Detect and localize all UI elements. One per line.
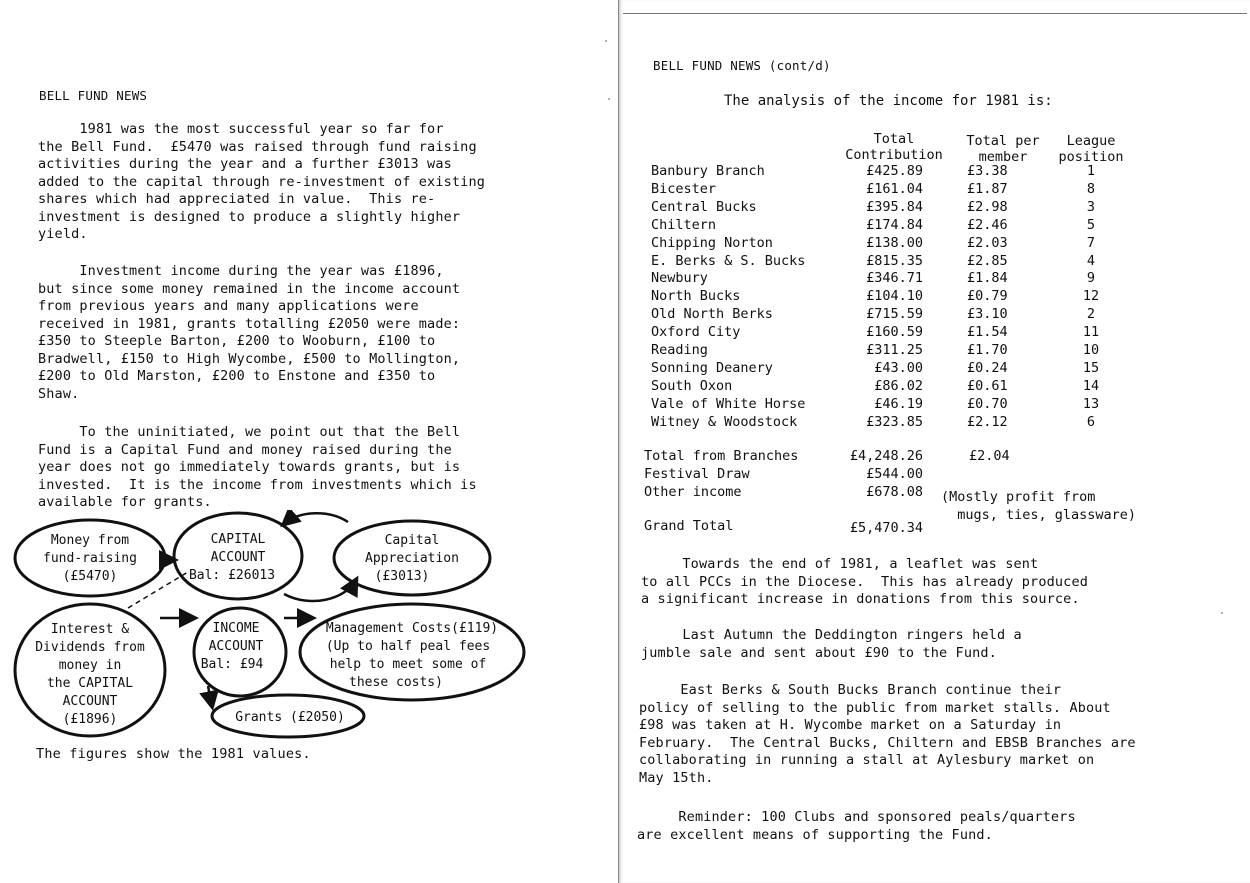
grand-total-name: Grand Total	[644, 518, 734, 534]
row-league-position: 15	[1082, 359, 1100, 376]
row-branch-name: North Bucks	[651, 288, 741, 305]
row-branch-name: Vale of White Horse	[651, 395, 806, 412]
table-intro: The analysis of the income for 1981 is:	[724, 93, 1053, 109]
row-total-per-member: £2.12	[967, 413, 1008, 430]
dashed-line-interest-to-capital	[128, 572, 188, 608]
row-league-position: 14	[1082, 377, 1100, 394]
row-total-contribution: £174.84	[866, 216, 923, 233]
other-income-total: £678.08	[866, 484, 923, 500]
row-total-per-member: £1.87	[967, 180, 1008, 197]
row-league-position: 2	[1086, 306, 1096, 323]
left-heading: BELL FUND NEWS	[39, 88, 148, 103]
row-league-position: 8	[1086, 180, 1096, 197]
row-branch-name: Chipping Norton	[651, 234, 773, 251]
grand-total-value: £5,470.34	[849, 520, 923, 536]
page-top-rule	[623, 13, 1247, 14]
festival-draw-total: £544.00	[866, 466, 923, 482]
income-line-2: ACCOUNT	[208, 639, 264, 654]
row-branch-name: Chiltern	[651, 216, 717, 233]
diagram-caption: The figures show the 1981 values.	[36, 746, 311, 762]
row-total-per-member: £0.70	[967, 395, 1008, 412]
grants-line-1: Grants (£2050)	[235, 710, 345, 725]
arrow-income-to-grants	[208, 686, 212, 706]
row-total-contribution: £43.00	[874, 359, 923, 376]
totals-row-total: £4,248.26	[849, 448, 923, 464]
speck	[608, 98, 610, 100]
row-total-contribution: £815.35	[866, 252, 923, 269]
right-paragraph-1: Towards the end of 1981, a leaflet was sent to all PCCs in the Diocese. This has already produced a significant increase in donations from this source.	[641, 556, 1088, 607]
capital-line-1: CAPITAL	[210, 532, 266, 547]
row-total-contribution: £323.85	[866, 413, 923, 430]
money-line-1: Money from	[50, 533, 130, 548]
left-paragraph-3: To the uninitiated, we point out that the Bell Fund is a Capital Fund and money raised during the year does not go immediately towards grants, but is invested. It is the income from investments which is available for grants.	[38, 424, 477, 510]
row-total-contribution: £160.59	[866, 324, 923, 341]
right-paragraph-3: East Berks & South Bucks Branch continue their policy of selling to the public from market stalls. About £98 was taken at H. Wycombe market on a Saturday in February. The Central Bucks, Chiltern and EBSB Branches are collaborating in running a stall at Aylesbury market on May 15th.	[639, 682, 1136, 786]
row-branch-name: South Oxon	[651, 377, 733, 394]
row-league-position: 3	[1086, 198, 1096, 215]
management-line-1: Management Costs(£119)	[325, 621, 499, 636]
fund-flow-diagram	[0, 510, 560, 750]
left-paragraph-2: Investment income during the year was £1896, but since some money remained in the income account from previous years and many applications were received in 1981, grants totalling £2050 were made: £350 to Steeple Barton, £200 to Wooburn, £100 to Bradwell, £150 to High Wycombe, £500 to Mollington, £200 to Old Marston, £200 to Enstone and £350 to Shaw.	[38, 263, 461, 402]
appreciation-line-3: (£3013)	[374, 569, 430, 584]
row-total-contribution: £311.25	[866, 342, 923, 358]
appreciation-line-1: Capital	[384, 533, 440, 548]
row-total-per-member: £0.61	[967, 377, 1008, 394]
row-total-per-member: £0.79	[967, 288, 1008, 305]
right-paragraph-4: Reminder: 100 Clubs and sponsored peals/quarters are excellent means of supporting the Fund.	[637, 809, 1076, 843]
management-line-3: help to meet some of	[329, 657, 487, 672]
totals-row-name: Total from Branches	[644, 448, 799, 464]
row-branch-name: Oxford City	[651, 324, 741, 341]
management-line-4: these costs)	[349, 675, 443, 690]
left-page	[0, 0, 618, 883]
row-total-contribution: £346.71	[866, 270, 923, 287]
row-total-per-member: £2.46	[967, 216, 1008, 233]
row-total-per-member: £1.54	[967, 324, 1008, 341]
right-page	[618, 0, 1250, 883]
income-line-3: Bal: £94	[200, 657, 264, 672]
speck	[605, 40, 607, 42]
row-league-position: 10	[1082, 342, 1100, 358]
other-income-name: Other income	[644, 484, 742, 500]
row-branch-name: Sonning Deanery	[651, 359, 773, 376]
row-league-position: 5	[1086, 216, 1096, 233]
arrow-appreciation-to-capital	[284, 513, 348, 524]
row-total-per-member: £2.03	[967, 234, 1008, 251]
row-total-contribution: £161.04	[866, 180, 923, 197]
row-branch-name: Banbury Branch	[651, 163, 765, 179]
row-league-position: 7	[1086, 234, 1096, 251]
row-league-position: 11	[1082, 324, 1100, 341]
row-league-position: 13	[1082, 395, 1100, 412]
row-branch-name: Old North Berks	[651, 306, 773, 323]
col-header-per-member: Total per member	[966, 133, 1040, 165]
left-paragraph-1: 1981 was the most successful year so far for the Bell Fund. £5470 was raised through fund raising activities during the year and a further £3013 was added to the capital through re-investment of existing shares which had appreciated in value. This re- investment is designed to produce a slightly higher yield.	[38, 121, 485, 242]
row-total-contribution: £138.00	[866, 234, 923, 251]
row-total-contribution: £395.84	[866, 198, 923, 215]
row-branch-name: Newbury	[651, 270, 708, 287]
money-line-3: (£5470)	[62, 569, 118, 584]
row-total-per-member: £1.84	[967, 270, 1008, 287]
row-branch-name: Bicester	[651, 180, 717, 197]
row-branch-name: E. Berks & S. Bucks	[651, 252, 806, 269]
interest-line-3: money in	[58, 658, 122, 673]
interest-line-1: Interest &	[50, 622, 130, 637]
row-total-contribution: £46.19	[874, 395, 923, 412]
interest-line-4: the CAPITAL	[46, 676, 134, 691]
interest-line-2: Dividends from	[35, 640, 145, 655]
totals-row-per: £2.04	[969, 448, 1010, 464]
row-branch-name: Witney & Woodstock	[651, 413, 798, 430]
right-heading: BELL FUND NEWS (cont/d)	[653, 58, 831, 73]
row-league-position: 12	[1082, 288, 1100, 305]
row-total-per-member: £2.85	[967, 252, 1008, 269]
row-league-position: 4	[1086, 252, 1096, 269]
row-total-per-member: £3.38	[967, 163, 1008, 179]
row-total-per-member: £1.70	[967, 342, 1008, 358]
other-income-note: (Mostly profit from mugs, ties, glassware)	[941, 489, 1137, 523]
management-line-2: (Up to half peal fees	[325, 639, 491, 654]
row-total-contribution: £715.59	[866, 306, 923, 323]
festival-draw-name: Festival Draw	[644, 466, 750, 482]
capital-line-2: ACCOUNT	[210, 550, 266, 565]
col-header-total: Total Contribution	[845, 131, 943, 163]
col-header-league: League position	[1058, 133, 1124, 165]
right-paragraph-2: Last Autumn the Deddington ringers held a jumble sale and sent about £90 to the Fund.	[641, 627, 1022, 661]
capital-line-3: Bal: £26013	[188, 568, 276, 583]
row-total-per-member: £0.24	[967, 359, 1008, 376]
row-total-per-member: £3.10	[967, 306, 1008, 323]
money-line-2: fund-raising	[43, 551, 137, 566]
row-total-per-member: £2.98	[967, 198, 1008, 215]
row-league-position: 1	[1086, 163, 1096, 179]
row-total-contribution: £425.89	[866, 163, 923, 179]
row-total-contribution: £86.02	[874, 377, 923, 394]
speck	[1221, 612, 1223, 614]
row-league-position: 9	[1086, 270, 1096, 287]
row-league-position: 6	[1086, 413, 1096, 430]
income-line-1: INCOME	[212, 621, 260, 636]
row-branch-name: Central Bucks	[651, 198, 757, 215]
interest-line-6: (£1896)	[62, 712, 118, 727]
row-total-contribution: £104.10	[866, 288, 923, 305]
appreciation-line-2: Appreciation	[365, 551, 459, 566]
arrow-capital-to-appreciation	[284, 580, 356, 601]
row-branch-name: Reading	[651, 342, 708, 358]
interest-line-5: ACCOUNT	[62, 694, 118, 709]
